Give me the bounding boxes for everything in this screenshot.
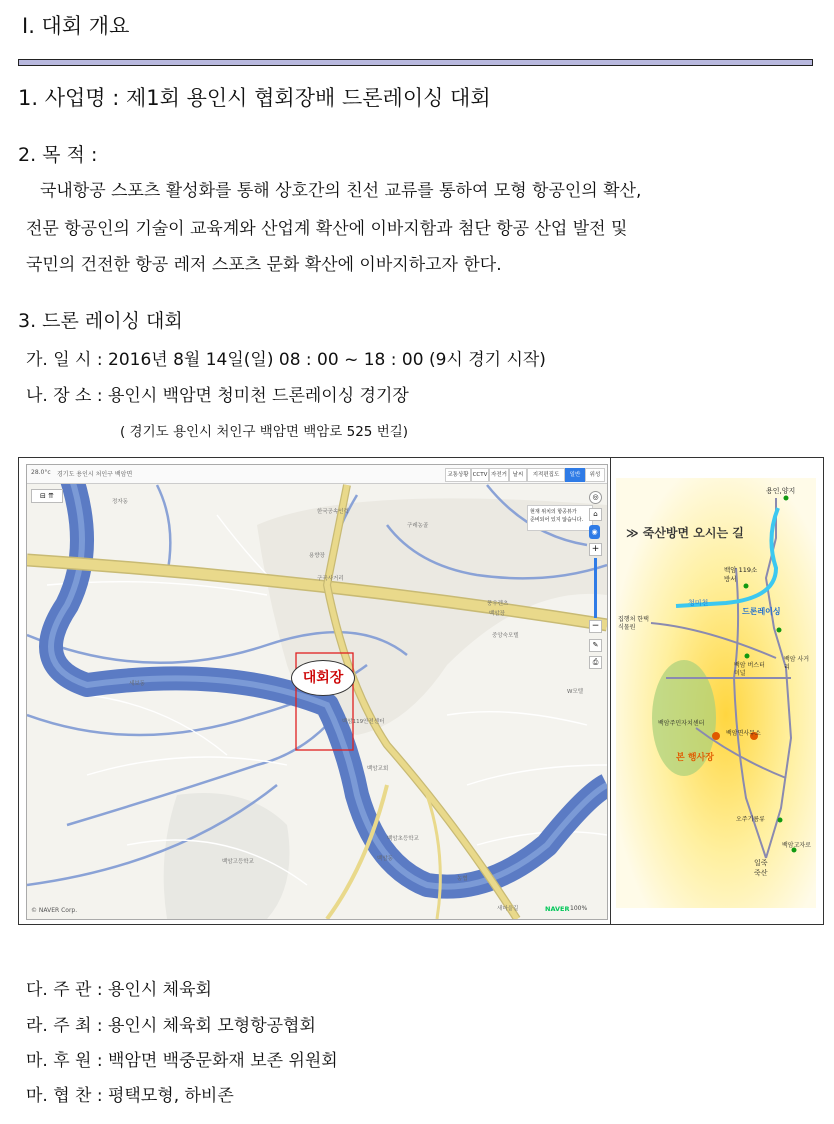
dir-label-road: 백암고자로 [782,842,811,849]
dir-label-yongin: 용인,양지 [766,487,796,495]
place-label: 백암장 [489,611,505,617]
place-label: 용향장 [309,553,325,559]
locate-icon[interactable]: ◉ [589,525,600,539]
tab-weather[interactable]: 날씨 [509,468,527,482]
tab-cadastral[interactable]: 지적편집도 [527,468,565,482]
place-label: 백암동 [377,856,393,862]
place-label: 구곡사거리 [317,576,344,582]
organizer-host: 다. 주 관 : 용인시 체육회 [26,980,212,1000]
tab-satellite[interactable]: 위성 [585,468,605,482]
zoom-controls [589,491,601,691]
map-toolbar [27,465,607,484]
place-label: 정자동 [112,499,128,505]
place-label: 백암교회 [367,766,389,772]
dir-label-center: 백암주민자치센터 [658,720,705,727]
dir-label-crossroad: 백암 사거리 [784,656,810,671]
directions-title: ≫ 죽산방면 오시는 길 [626,526,744,540]
compass-icon[interactable]: ◎ [589,491,602,504]
zoom-level: 100% [570,905,588,912]
organizer-cosponsor: 마. 협 찬 : 평택모형, 하비존 [26,1086,234,1106]
share-icon[interactable]: ⌂ [589,508,602,521]
dir-label-terminal: 백암 버스터미널 [734,662,765,677]
title-divider [18,59,813,66]
aerial-notice: 현재 위치의 항공뷰가 준비되어 있지 않습니다. [527,505,593,531]
tab-general[interactable]: 일반 [565,468,585,482]
event-place: 나. 장 소 : 용인시 백암면 청미천 드론레이싱 경기장 [26,386,409,406]
place-label: 중앙숙모텔 [492,633,519,639]
naver-logo: NAVER [545,905,570,913]
dir-label-main-venue: 본 행사장 [676,753,714,763]
tab-bicycle[interactable]: 자전거 [489,468,509,482]
dir-label-drone: 드론레이싱 [742,607,781,616]
directions-map [616,478,816,908]
zoom-out-button[interactable]: − [589,620,602,633]
place-label: 풍우렌츠 [487,601,509,607]
place-label: 백암고등학교 [222,859,254,865]
organizer-sponsor: 라. 주 최 : 용인시 체육회 모형항공협회 [26,1016,316,1036]
dir-label-oil: 오주기름류 [736,816,765,823]
place-label: 새마을길 [497,906,519,912]
dir-label-fire-station: 백암 119소방서 [724,566,758,583]
map-figure [18,457,824,925]
map-divider [610,458,611,924]
dir-label-iljuk: 일죽 죽산 [754,859,768,877]
map-location: 경기도 용인시 처인구 백암면 [57,471,133,478]
naver-map[interactable] [26,464,608,920]
event-date: 가. 일 시 : 2016년 8월 14일(일) 08 : 00 ~ 18 : 00 (9시 경기 시작) [26,350,546,370]
place-label: 한국공속인력 [317,509,349,515]
place-label: 구레농골 [407,523,429,529]
place-label: 세보동 [129,681,145,687]
event-address: ( 경기도 용인시 처인구 백암면 백암로 525 번길) [120,424,409,440]
transit-toggle[interactable] [31,489,63,503]
weather-readout: 28.0°c [31,469,51,476]
place-label: 백암초등학교 [387,836,419,842]
tab-cctv[interactable]: CCTV [471,468,489,482]
print-icon[interactable]: ⎙ [589,656,602,669]
drone-race-heading: 3. 드론 레이싱 대회 [18,310,183,332]
place-label: 농협 [457,876,468,882]
dir-label-river: 청미천 [688,599,709,607]
tab-traffic[interactable]: 교통상황 [445,468,471,482]
purpose-line-2: 전문 항공인의 기술이 교육계와 산업계 확산에 이바지함과 첨단 항공 산업 발전 및 [26,219,628,239]
place-label: W모텔 [567,689,584,695]
dir-label-office: 백암면사무소 [726,730,761,737]
organizer-support: 마. 후 원 : 백암면 백중문화재 보존 위원회 [26,1051,338,1071]
venue-label: 대회장 [291,660,355,696]
section-title: Ⅰ. 대회 개요 [22,14,130,38]
event-name: 1. 사업명 : 제1회 용인시 협회장배 드론레이싱 대회 [18,86,491,110]
purpose-line-3: 국민의 건전한 항공 레저 스포츠 문화 확산에 이바지하고자 한다. [26,255,502,275]
purpose-line-1: 국내항공 스포츠 활성화를 통해 상호간의 친선 교류를 통하여 모형 항공인의 확산, [40,181,642,201]
bus-icon: ⊟ ⇈ [40,492,54,500]
ruler-icon[interactable]: ✎ [589,639,602,652]
purpose-heading: 2. 목 적 : [18,144,98,166]
dir-label-garden: 집행처 한택식물원 [618,616,649,631]
map-copyright: © NAVER Corp. [31,907,78,914]
place-label: 백암119안전센터 [342,719,385,725]
zoom-slider-track[interactable] [594,558,597,618]
zoom-in-button[interactable]: + [589,543,602,556]
